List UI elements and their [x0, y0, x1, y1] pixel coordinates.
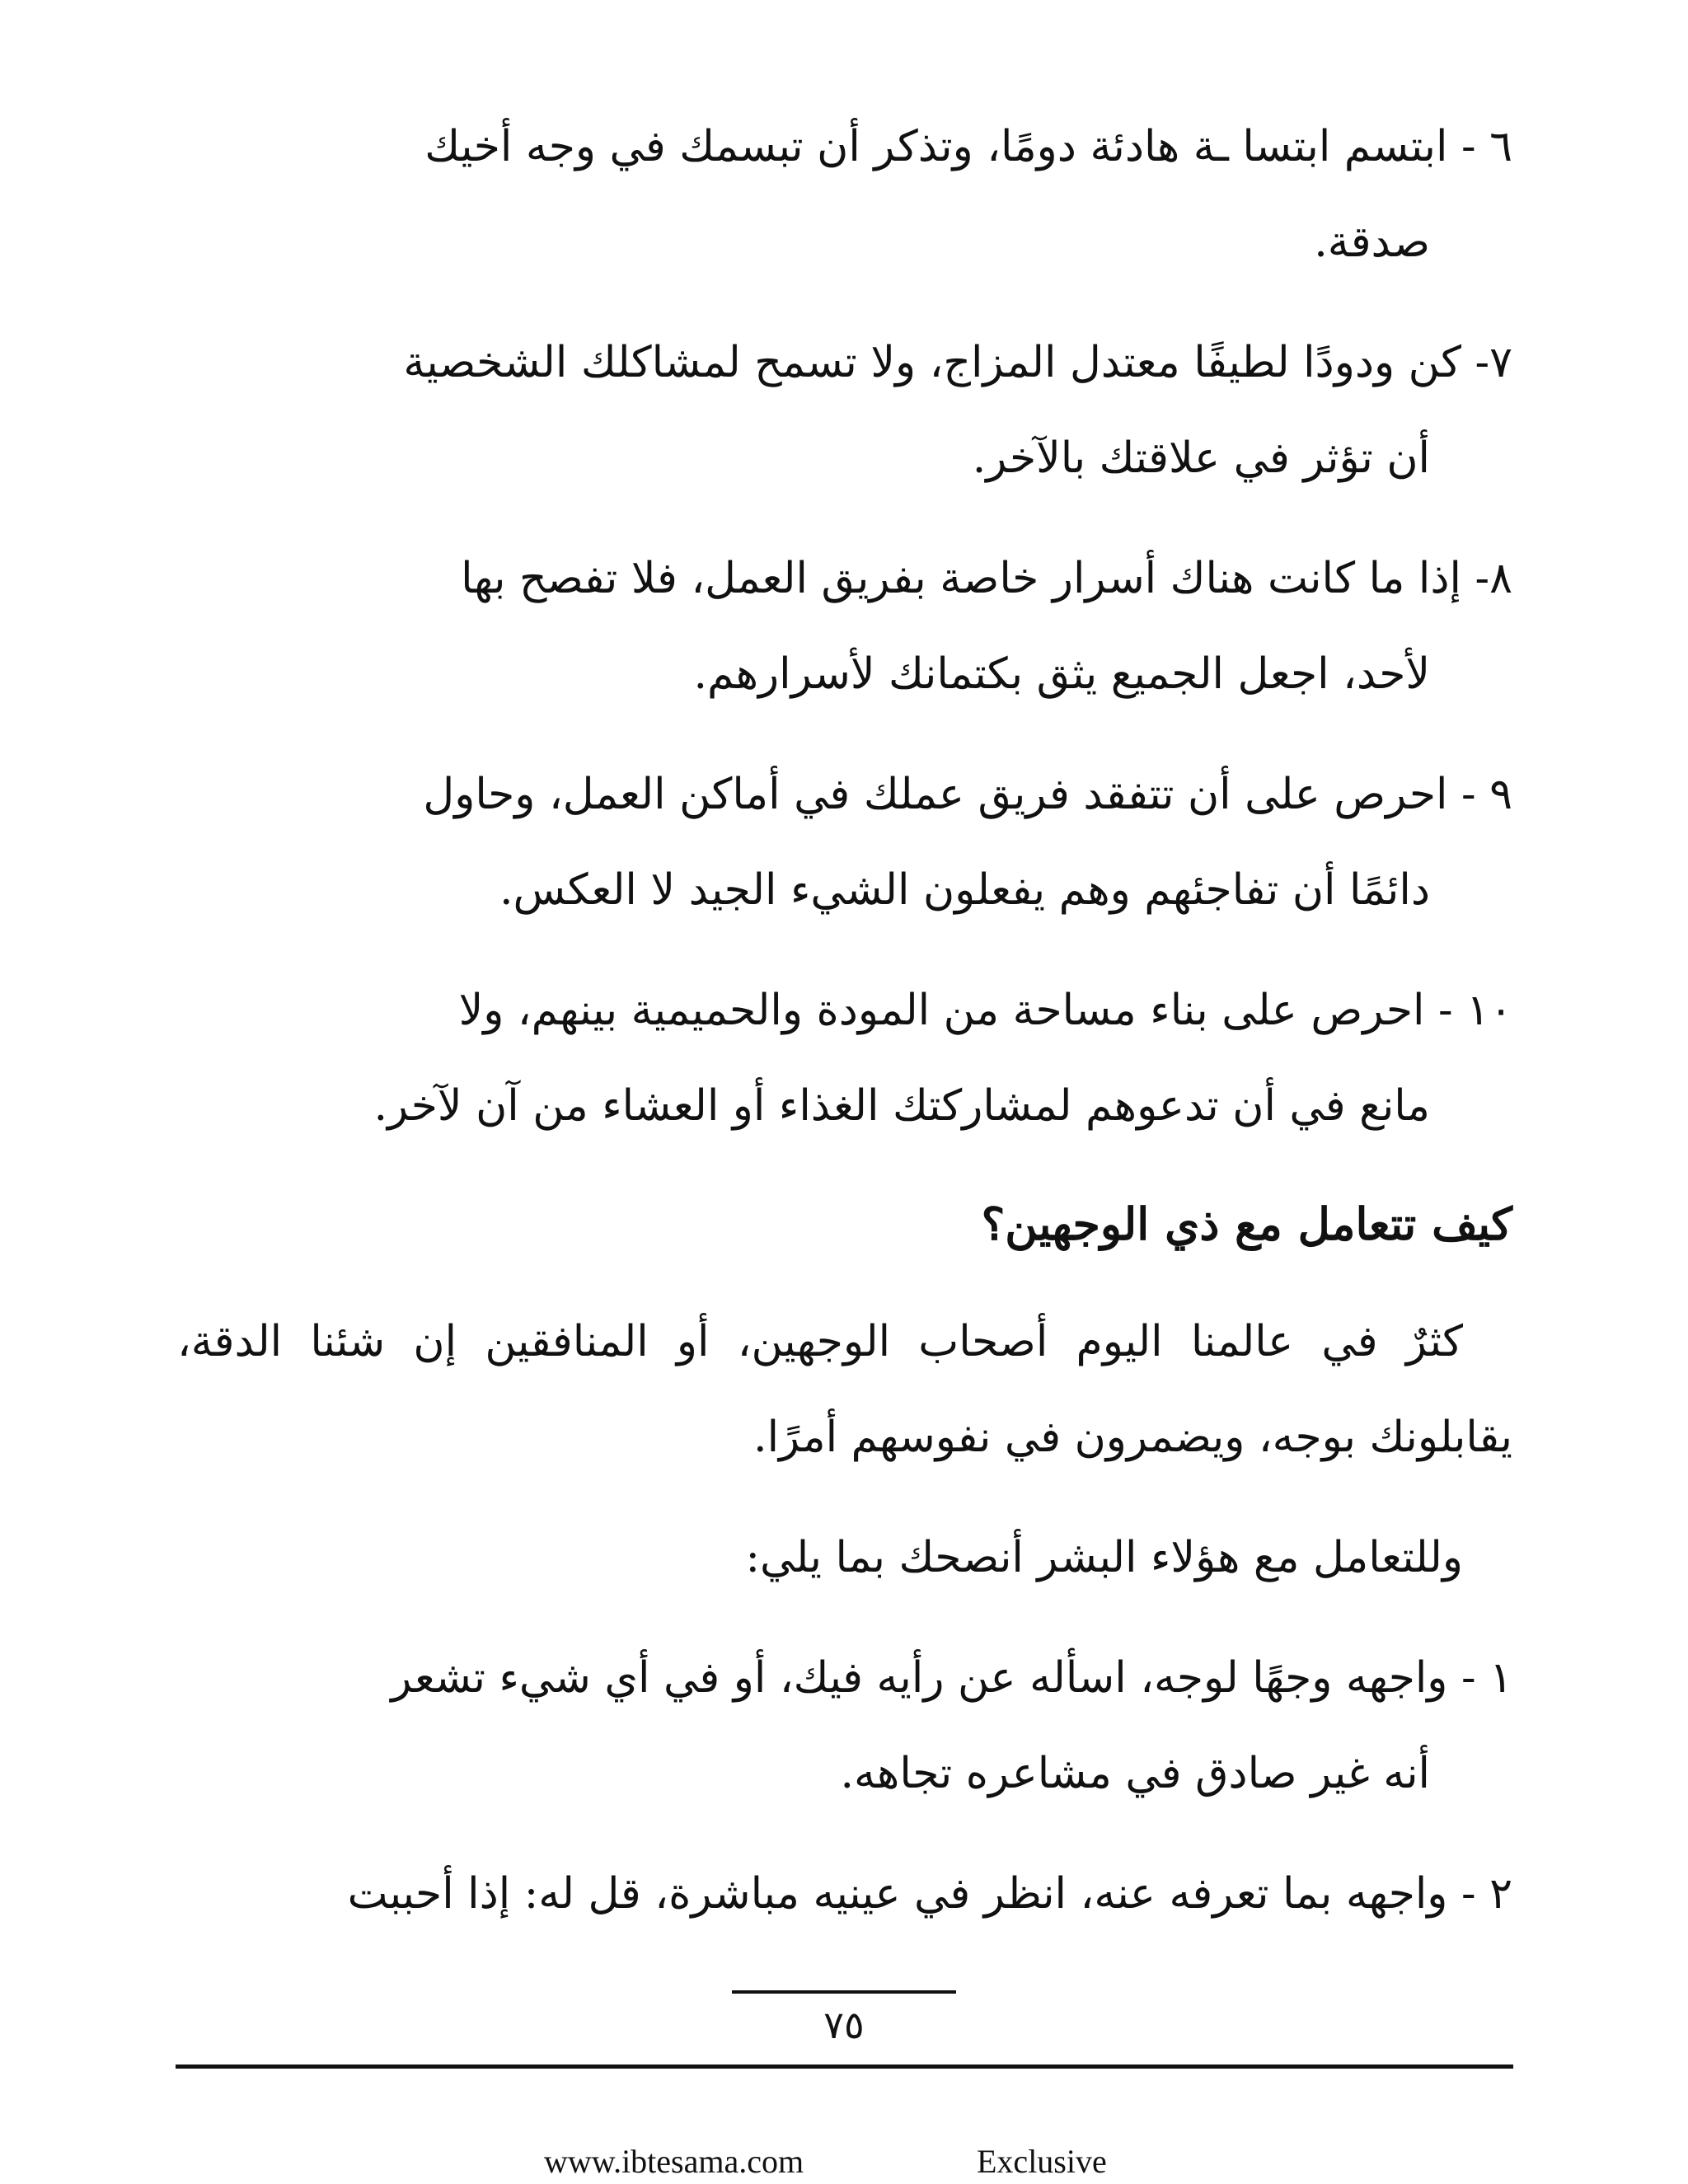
item-number: ٦ -: [1461, 122, 1512, 171]
item-text: كن ودودًا لطيفًا معتدل المزاج، ولا تسمح لمشاكلك الشخصية: [403, 338, 1461, 387]
item-text: واجهه وجهًا لوجه، اسأله عن رأيه فيك، أو في أي شيء تشعر: [391, 1653, 1448, 1703]
item-text: إذا ما كانت هناك أسرار خاصة بفريق العمل، فلا تفصح بها: [461, 554, 1461, 603]
item-number: ٢ -: [1461, 1869, 1512, 1919]
item-text: ابتسم ابتسا ـة هادئة دومًا، وتذكر أن تبسمك في وجه أخيك: [424, 122, 1448, 171]
footer-divider: [176, 2064, 1513, 2069]
footer-tag: Exclusive: [977, 2143, 1107, 2180]
footer-site: www.ibtesama.com: [544, 2143, 804, 2180]
item-number: ٧-: [1475, 338, 1512, 387]
section-heading: كيف تتعامل مع ذي الوجهين؟: [981, 1197, 1512, 1250]
paragraph-line: يقابلونك بوجه، ويضمرون في نفوسهم أمرًا.: [753, 1413, 1512, 1462]
item-number: ١٠ -: [1438, 986, 1512, 1035]
item-number: ٨-: [1475, 554, 1512, 603]
page-body: [177, 99, 1512, 1966]
page-number-area: [0, 1990, 1688, 2089]
page-number-rule: [732, 1990, 956, 1994]
item-text-continued: صدقة.: [1314, 218, 1430, 267]
item-text: احرص على بناء مساحة من المودة والحميمية بينهم، ولا: [458, 986, 1425, 1035]
paragraph-line: كثرٌ في عالمنا اليوم أصحاب الوجهين، أو المنافقين إن شئنا الدقة،: [177, 1317, 1463, 1366]
advice-intro-paragraph: وللتعامل مع هؤلاء البشر أنصحك بما يلي:: [745, 1533, 1463, 1582]
item-text-continued: أن تؤثر في علاقتك بالآخر.: [972, 434, 1430, 483]
item-text: واجهه بما تعرفه عنه، انظر في عينيه مباشرة، قل له: إذا أحببت: [347, 1869, 1448, 1919]
item-number: ١ -: [1461, 1653, 1512, 1703]
item-text-continued: دائمًا أن تفاجئهم وهم يفعلون الشيء الجيد لا العكس.: [499, 865, 1430, 915]
list-item-2: [177, 1846, 1512, 1942]
intro-paragraph: [177, 1294, 1512, 1485]
list-item-9: [177, 747, 1512, 938]
item-text-continued: لأحد، اجعل الجميع يثق بكتمانك لأسرارهم.: [693, 649, 1430, 699]
list-item-6: [177, 99, 1512, 290]
list-item-7: [177, 315, 1512, 506]
footer: [0, 2139, 1688, 2184]
item-number: ٩ -: [1461, 770, 1512, 819]
list-item-8: [177, 531, 1512, 722]
list-item-10: [177, 963, 1512, 1154]
page-number: ٧٥: [823, 2003, 865, 2047]
item-text-continued: مانع في أن تدعوهم لمشاركتك الغذاء أو العشاء من آن لآخر.: [373, 1081, 1430, 1131]
list-item-1: [177, 1630, 1512, 1821]
item-text-continued: أنه غير صادق في مشاعره تجاهه.: [840, 1749, 1430, 1798]
item-text: احرص على أن تتفقد فريق عملك في أماكن العمل، وحاول: [423, 770, 1448, 819]
